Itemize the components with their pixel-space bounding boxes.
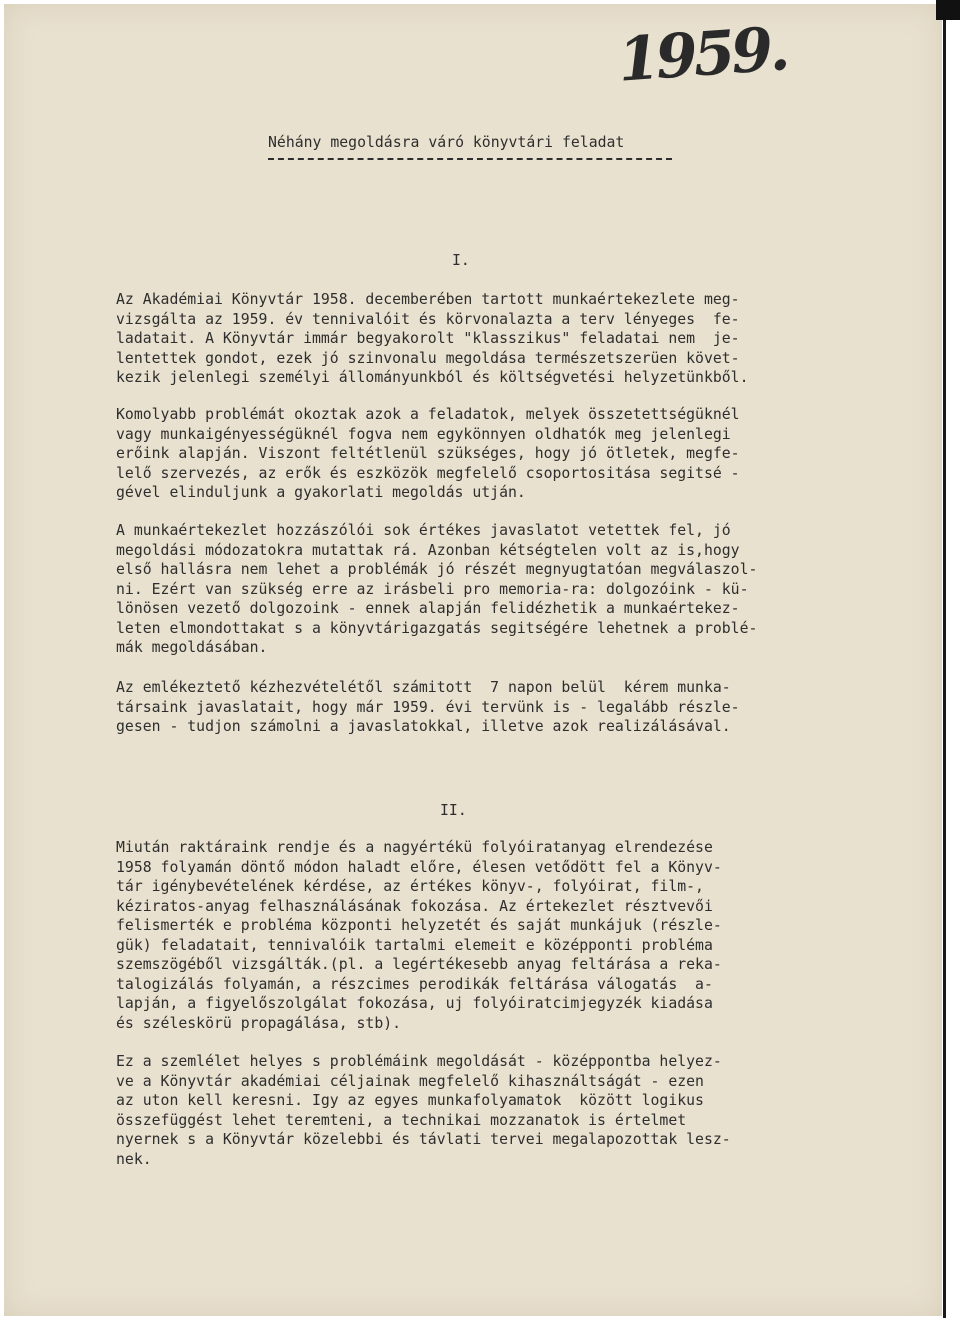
section-heading-2: II. (440, 802, 467, 819)
text-line: az uton kell keresni. Igy az egyes munkafolyamatok között logikus (116, 1092, 704, 1109)
text-line: társaink javaslatait, hogy már 1959. évi tervünk is - legalább részle- (116, 698, 740, 716)
year-stamp: 1959. (615, 14, 789, 96)
text-line: gesen - tudjon számolni a javaslatokkal, illetve azok realizálásával. (116, 718, 731, 735)
text-line: lönösen vezető dolgozoink - ennek alapján felidézhetik a munkaértekez- (116, 600, 740, 617)
text-line: mák megoldásában. (116, 639, 268, 656)
section-2-paragraph-2 (116, 1052, 731, 1169)
text-line: nyernek s a Könyvtár közelebbi és távlati tervei megalapozottak lesz- (116, 1131, 731, 1148)
text-line: Az Akadémiai Könyvtár 1958. decemberében tartott munkaértekezlete meg- (116, 291, 740, 308)
text-line: ve a Könyvtár akadémiai céljainak megfelelő kihasználtságát - ezen (116, 1072, 704, 1090)
text-line: lapján, a figyelőszolgálat fokozása, uj folyóiratcimjegyzék kiadása (116, 995, 713, 1012)
text-line: Komolyabb problémát okoztak azok a feladatok, melyek összetettségüknél (116, 406, 740, 423)
text-line: és széleskörü propagálása, stb). (116, 1014, 402, 1032)
text-line: nek. (116, 1150, 152, 1168)
text-line: Miután raktáraink rendje és a nagyértékü folyóiratanyag elrendezése (116, 839, 713, 856)
text-line: szemszögéből vizsgálták.(pl. a legértékesebb anyag feltárása a reka- (116, 956, 722, 973)
text-line: kéziratos-anyag felhasználásának fokozása. Az értekezlet résztvevői (116, 897, 713, 915)
text-line: felismerték e probléma központi helyzetét és saját munkájuk (részle- (116, 917, 722, 934)
section-1-paragraph-2 (116, 405, 740, 503)
text-line: ladatait. A Könyvtár immár begyakorolt "klasszikus" feladatai nem je- (116, 330, 740, 347)
text-line: lentettek gondot, ezek jó szinvonalu megoldása természetszerüen követ- (116, 349, 740, 367)
text-line: Ez a szemlélet helyes s problémáink megoldását - középpontba helyez- (116, 1053, 722, 1070)
scan-edge-line (943, 18, 946, 1318)
title-underline (268, 158, 672, 160)
text-line: lelő szervezés, az erők és eszközök megfelelő csoportositása segitsé - (116, 464, 740, 482)
section-1-paragraph-3 (116, 521, 757, 658)
section-1-paragraph-4 (116, 678, 740, 737)
text-line: tár igénybevételének kérdése, az értékes könyv-, folyóirat, film-, (116, 878, 704, 895)
section-1-paragraph-1 (116, 290, 749, 388)
text-line: erőink alapján. Viszont feltétlenül szükséges, hogy jó ötletek, megfe- (116, 445, 740, 462)
text-line: kezik jelenlegi személyi állományunkból és költségvetési helyzetünkből. (116, 369, 749, 386)
section-2-paragraph-1 (116, 838, 722, 1033)
text-line: megoldási módozatokra mutattak rá. Azonban kétségtelen volt az is,hogy (116, 541, 740, 559)
text-line: leten elmondottakat s a könyvtárigazgatás segitségére lehetnek a problé- (116, 619, 758, 637)
text-line: vagy munkaigényességüknél fogva nem egykönnyen oldhatók meg jelenlegi (116, 425, 731, 443)
text-line: első hallásra nem lehet a problémák jó részét megnyugtatóan megválaszol- (116, 561, 758, 578)
text-line: A munkaértekezlet hozzászólói sok értékes javaslatot vetettek fel, jó (116, 522, 731, 539)
document-title: Néhány megoldásra váró könyvtári feladat (268, 134, 625, 151)
text-line: 1958 folyamán döntő módon haladt előre, élesen vetődött fel a Könyv- (116, 858, 722, 876)
text-line: ni. Ezért van szükség erre az irásbeli pro memoria-ra: dolgozóink - kü- (116, 580, 749, 598)
text-line: gük) feladatait, tennivalóik tartalmi elemeit e középponti probléma (116, 936, 713, 954)
text-line: összefüggést lehet teremteni, a technikai mozzanatok is értelmet (116, 1111, 687, 1129)
text-line: gével elinduljunk a gyakorlati megoldás utján. (116, 484, 526, 501)
scan-corner (936, 0, 960, 20)
section-heading-1: I. (452, 252, 470, 269)
text-line: vizsgálta az 1959. év tennivalóit és körvonalazta a terv lényeges fe- (116, 310, 740, 328)
text-line: talogizálás folyamán, a részcimes perodikák feltárása válogatás a- (116, 975, 713, 993)
text-line: Az emlékeztető kézhezvételétől számitott 7 napon belül kérem munka- (116, 679, 731, 696)
